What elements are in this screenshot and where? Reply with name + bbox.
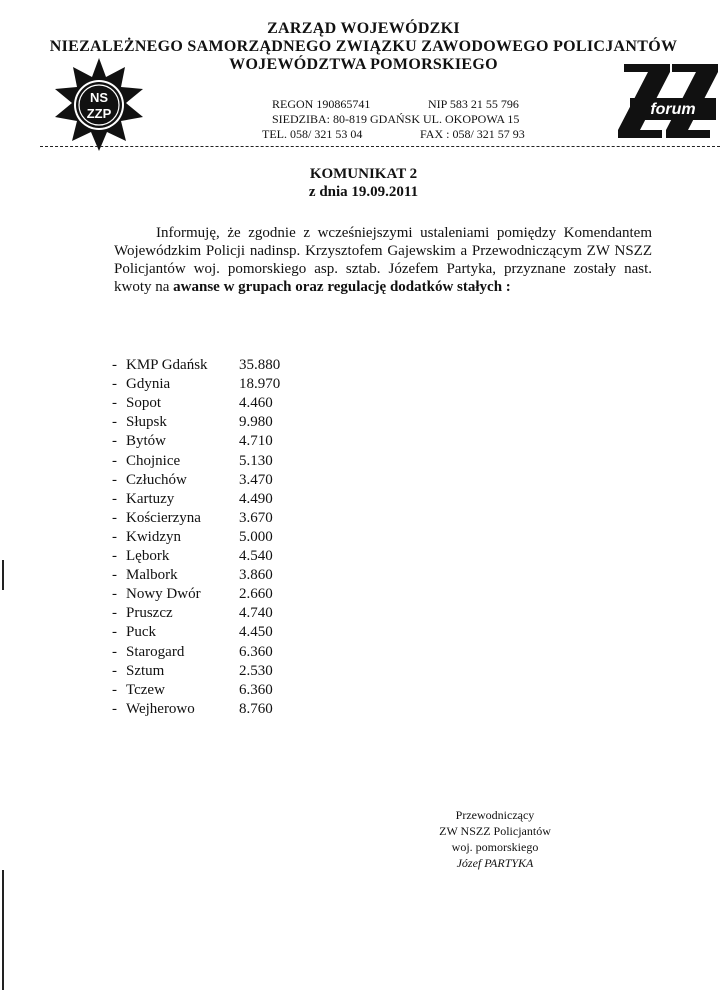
amount-value: 3.670 — [239, 509, 273, 526]
unit-name: Gdynia — [126, 376, 171, 393]
list-item — [112, 662, 412, 680]
amount-value: 35.880 — [239, 357, 281, 373]
list-item — [112, 375, 412, 393]
document-title: KOMUNIKAT 2 — [309, 166, 418, 182]
unit-name: Wejherowo — [126, 700, 195, 717]
list-item — [112, 394, 412, 412]
signature-name: Józef PARTYKA — [456, 856, 534, 870]
amount-value: 4.450 — [239, 624, 273, 641]
list-item — [112, 413, 412, 431]
list-dash: - — [112, 471, 117, 488]
intro-paragraph — [114, 224, 652, 296]
unit-name: Kościerzyna — [126, 509, 201, 526]
amount-value: 5.000 — [239, 528, 273, 545]
amount-value: 4.460 — [239, 395, 273, 412]
list-dash: - — [112, 452, 117, 469]
unit-name: Bytów — [126, 433, 167, 450]
list-dash: - — [112, 414, 117, 431]
list-dash: - — [112, 548, 117, 564]
telephone: TEL. 058/ 321 53 04 — [262, 127, 363, 141]
header-separator — [40, 146, 720, 147]
amount-value: 2.660 — [239, 586, 273, 603]
list-dash: - — [112, 605, 117, 622]
amount-value: 9.980 — [239, 414, 273, 431]
intro-text: Informuję, że zgodnie z wcześniejszymi ustaleniami pomiędzy Komendantem Wojewódzkim Policji nadinsp. Krzysztofem Gajewskim a Przewodniczącym ZW NSZZ Policjantów woj. pomorskiego asp. sztab. Józefem Partyka, przyznane zostały nast. kwoty na — [114, 225, 652, 295]
signature-region: woj. pomorskiego — [451, 840, 539, 854]
amount-value: 3.470 — [239, 471, 273, 488]
list-item — [112, 490, 412, 508]
signature-org: ZW NSZZ Policjantów — [439, 824, 551, 838]
list-dash: - — [112, 662, 117, 679]
logo-forum-text: forum — [650, 101, 696, 118]
list-dash: - — [112, 586, 117, 603]
unit-name: Starogard — [126, 643, 185, 660]
regon: REGON 190865741 — [272, 97, 371, 111]
list-dash: - — [112, 376, 117, 393]
list-item — [112, 528, 412, 546]
list-item — [112, 643, 412, 661]
amount-value: 4.740 — [239, 605, 273, 622]
unit-name: Słupsk — [126, 414, 167, 431]
address: SIEDZIBA: 80-819 GDAŃSK UL. OKOPOWA 15 — [272, 112, 520, 126]
list-dash: - — [112, 528, 117, 545]
list-item — [112, 681, 412, 699]
unit-name: Kwidzyn — [126, 528, 181, 545]
unit-name: Nowy Dwór — [126, 586, 201, 603]
logo-letters-bottom: ZZP — [86, 106, 112, 121]
list-item — [112, 604, 412, 622]
list-dash: - — [112, 700, 117, 717]
amount-value: 4.490 — [239, 490, 273, 507]
list-dash: - — [112, 509, 117, 526]
amount-value: 8.760 — [239, 700, 273, 717]
unit-name: Sopot — [126, 395, 162, 412]
list-item — [112, 356, 412, 374]
list-item — [112, 623, 412, 641]
list-dash: - — [112, 395, 117, 412]
header-line-3: WOJEWÓDZTWA POMORSKIEGO — [229, 56, 498, 73]
list-item — [112, 585, 412, 603]
unit-name: Sztum — [126, 662, 165, 679]
amount-value: 4.710 — [239, 433, 273, 450]
list-dash: - — [112, 681, 117, 698]
list-dash: - — [112, 490, 117, 507]
amount-value: 6.360 — [239, 681, 273, 698]
unit-name: Pruszcz — [126, 605, 173, 622]
list-item — [112, 547, 412, 565]
amount-value: 5.130 — [239, 452, 273, 469]
unit-name: Lębork — [126, 548, 170, 564]
header-line-1: ZARZĄD WOJEWÓDZKI — [267, 20, 460, 37]
list-dash: - — [112, 433, 117, 450]
intro-bold-text: awanse w grupach oraz regulację dodatków stałych : — [173, 279, 511, 295]
nip: NIP 583 21 55 796 — [428, 97, 519, 111]
list-dash: - — [112, 357, 117, 373]
amount-value: 6.360 — [239, 643, 273, 660]
scan-edge-mark — [2, 870, 4, 990]
list-item — [112, 700, 412, 718]
list-item — [112, 452, 412, 470]
list-dash: - — [112, 567, 117, 584]
amount-value: 3.860 — [239, 567, 273, 584]
amount-value: 2.530 — [239, 662, 273, 679]
list-dash: - — [112, 643, 117, 660]
document-date: z dnia 19.09.2011 — [308, 184, 419, 200]
unit-name: Chojnice — [126, 452, 181, 469]
header-line-2: NIEZALEŻNEGO SAMORZĄDNEGO ZWIĄZKU ZAWODOWEGO POLICJANTÓW — [49, 38, 678, 55]
logo-letters-top: NS — [89, 90, 109, 105]
fax: FAX : 058/ 321 57 93 — [420, 127, 525, 141]
list-item — [112, 432, 412, 450]
unit-name: Człuchów — [126, 471, 187, 488]
scan-edge-mark — [2, 560, 4, 590]
amount-value: 4.540 — [239, 548, 273, 564]
unit-name: Tczew — [126, 681, 165, 698]
list-item — [112, 509, 412, 527]
list-dash: - — [112, 624, 117, 641]
list-item — [112, 471, 412, 489]
unit-name: Malbork — [126, 567, 178, 584]
list-item — [112, 566, 412, 584]
unit-name: Puck — [126, 624, 156, 641]
unit-name: Kartuzy — [126, 490, 175, 507]
unit-name: KMP Gdańsk — [126, 357, 208, 373]
signature-title: Przewodniczący — [455, 808, 535, 822]
amount-value: 18.970 — [239, 376, 281, 393]
